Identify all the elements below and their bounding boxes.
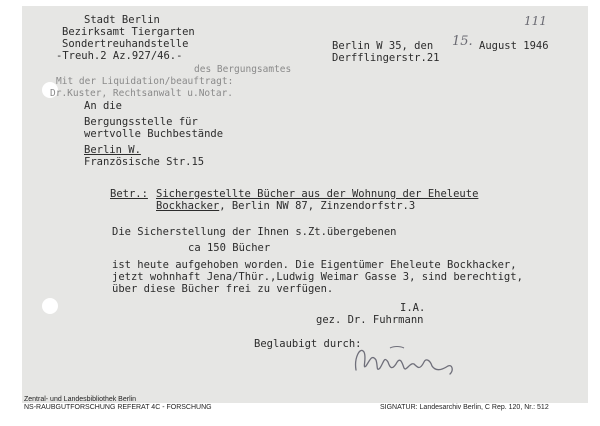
- closing-certified: Beglaubigt durch:: [254, 338, 362, 350]
- date-suffix: August 1946: [479, 40, 549, 52]
- recipient-city: Berlin W.: [84, 144, 141, 156]
- stamp-line-2: Mit der Liquidation/beauftragt:: [56, 76, 234, 87]
- footer-department: NS-RAUBGUTFORSCHUNG REFERAT 4C - FORSCHUNG: [24, 404, 212, 411]
- subject-line-2: [156, 200, 415, 212]
- footer-library: Zentral- und Landesbibliothek Berlin: [24, 396, 137, 403]
- subject-line-1: Sichergestellte Bücher aus der Wohnung der Eheleute: [156, 188, 479, 200]
- page-number: 111: [524, 14, 547, 28]
- closing-signed: gez. Dr. Fuhrmann: [316, 314, 424, 326]
- body-line-2: ca 150 Bücher: [188, 242, 271, 254]
- handwritten-signature: [350, 340, 462, 384]
- recipient-salutation: An die: [84, 100, 122, 112]
- recipient-line-1: Bergungsstelle für: [84, 116, 198, 128]
- footer-signature: SIGNATUR: Landesarchiv Berlin, C Rep. 120, Nr.: 512: [380, 404, 549, 411]
- recipient-line-2: wertvolle Buchbestände: [84, 128, 224, 140]
- body-line-4: jetzt wohnhaft Jena/Thür.,Ludwig Weimar Gasse 3, sind berechtigt,: [112, 271, 523, 283]
- date-day: 15.: [452, 34, 473, 49]
- closing-ia: I.A.: [400, 302, 426, 314]
- punch-hole-bottom: [42, 298, 58, 314]
- header-line-3: Sondertreuhandstelle: [62, 38, 189, 50]
- stamp-line-1: des Bergungsamtes: [194, 64, 292, 75]
- sender-street: Derfflingerstr.21: [332, 52, 440, 64]
- body-line-5: über diese Bücher frei zu verfügen.: [112, 283, 334, 295]
- document-sheet: [22, 6, 588, 403]
- body-line-3: ist heute aufgehoben worden. Die Eigentümer Eheleute Bockhacker,: [112, 259, 517, 271]
- header-line-2: Bezirksamt Tiergarten: [62, 26, 195, 38]
- header-line-1: Stadt Berlin: [84, 14, 160, 26]
- subject-address: , Berlin NW 87, Zinzendorfstr.3: [219, 200, 416, 212]
- stamp-line-3: Dr.Kuster, Rechtsanwalt u.Notar.: [50, 88, 234, 99]
- date-prefix: Berlin W 35, den: [332, 40, 434, 52]
- header-line-4: -Treuh.2 Az.927/46.-: [56, 50, 183, 62]
- body-line-1: Die Sicherstellung der Ihnen s.Zt.übergebenen: [112, 226, 397, 238]
- subject-label: Betr.:: [110, 188, 148, 200]
- recipient-street: Französische Str.15: [84, 156, 205, 168]
- subject-name: Bockhacker: [156, 200, 220, 212]
